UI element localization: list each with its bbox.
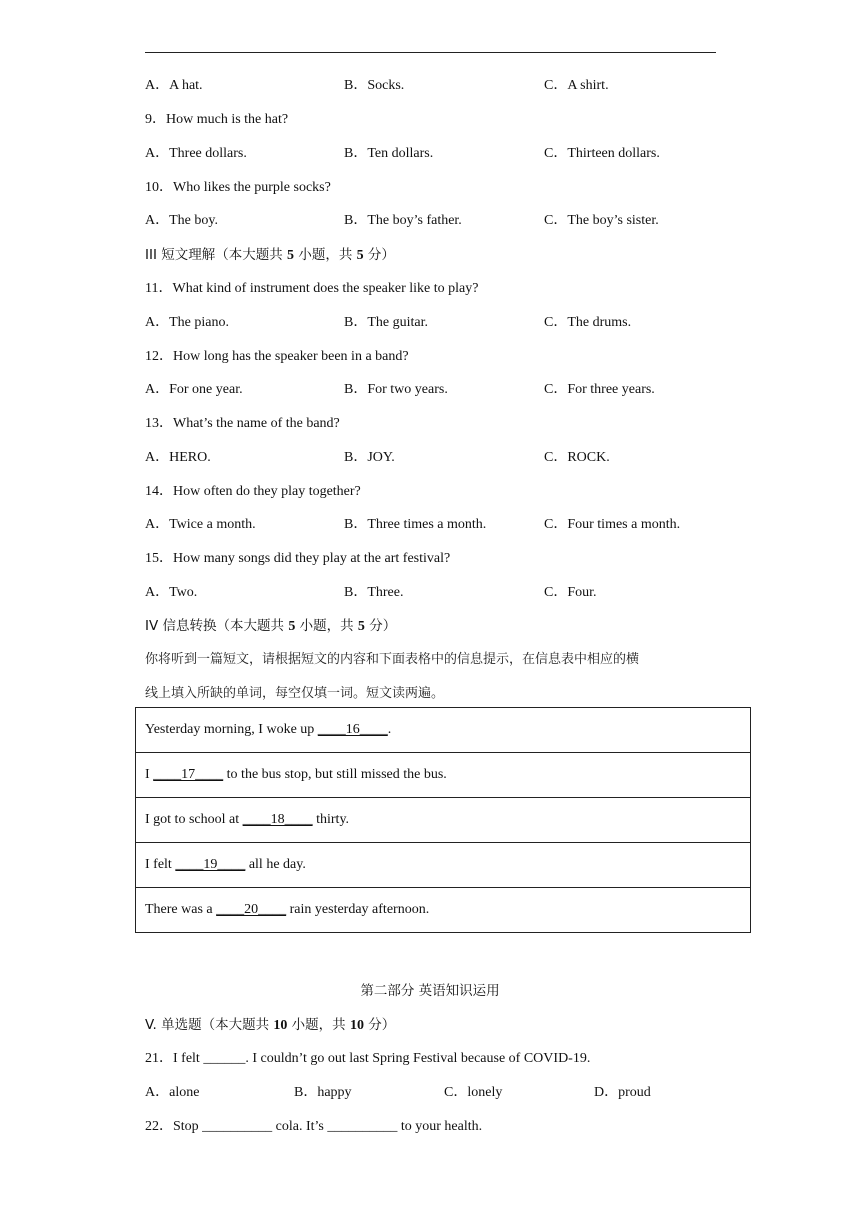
q8-option-c[interactable]: C．A shirt. (544, 78, 609, 93)
blank-17[interactable]: ____17____ (153, 767, 224, 782)
q8-option-a[interactable]: A．A hat. (145, 78, 203, 93)
q21-option-b[interactable]: B．happy (294, 1085, 352, 1100)
q9-option-a[interactable]: A．Three dollars. (145, 146, 247, 161)
q11-option-b[interactable]: B．The guitar. (344, 315, 428, 330)
q8-option-b[interactable]: B．Socks. (344, 78, 405, 93)
q22-stem: 22．Stop __________ cola. It’s __________ to your health. (145, 1119, 483, 1134)
section-4-instructions-line-1: 你将听到一篇短文，请根据短文的内容和下面表格中的信息提示，在信息表中相应的横 (145, 652, 640, 667)
q13-option-c[interactable]: C．ROCK. (544, 450, 610, 465)
table-row (136, 843, 751, 888)
blank-19[interactable]: ____19____ (175, 857, 246, 872)
part-2-title: 第二部分 英语知识运用 (360, 983, 500, 999)
q14-option-b[interactable]: B．Three times a month. (344, 517, 487, 532)
q14-option-a[interactable]: A．Twice a month. (145, 517, 256, 532)
q10-option-c[interactable]: C．The boy’s sister. (544, 213, 659, 228)
q9-stem: 9．How much is the hat? (145, 112, 289, 127)
q10-stem: 10．Who likes the purple socks? (145, 180, 331, 195)
q11-option-c[interactable]: C．The drums. (544, 315, 632, 330)
blank-20[interactable]: ____20____ (216, 902, 287, 917)
q21-stem: 21．I felt ______. I couldn’t go out last Spring Festival because of COVID-19. (145, 1051, 591, 1066)
q9-option-c[interactable]: C．Thirteen dollars. (544, 146, 660, 161)
section-3-heading: III 短文理解（本大题共 5 小题，共 5 分） (145, 247, 395, 263)
blank-18[interactable]: ____18____ (242, 812, 313, 827)
q21-option-d[interactable]: D．proud (594, 1085, 651, 1100)
q12-stem: 12．How long has the speaker been in a band? (145, 349, 409, 364)
q15-option-a[interactable]: A．Two. (145, 585, 198, 600)
section-4-heading: IV 信息转换（本大题共 5 小题，共 5 分） (145, 618, 397, 634)
info-cell-16: Yesterday morning, I woke up ____16____. (136, 708, 751, 753)
q21-option-c[interactable]: C．lonely (444, 1085, 503, 1100)
info-table (135, 707, 751, 933)
q15-option-c[interactable]: C．Four. (544, 585, 597, 600)
section-4-instructions-line-2: 线上填入所缺的单词，每空仅填一词。短文读两遍。 (145, 686, 445, 701)
q15-option-b[interactable]: B．Three. (344, 585, 404, 600)
info-cell-18: I got to school at ____18____ thirty. (136, 798, 751, 843)
q21-option-a[interactable]: A．alone (145, 1085, 200, 1100)
q15-stem: 15．How many songs did they play at the art festival? (145, 551, 451, 566)
table-row (136, 708, 751, 753)
q13-stem: 13．What’s the name of the band? (145, 416, 340, 431)
q12-option-c[interactable]: C．For three years. (544, 382, 655, 397)
q10-option-a[interactable]: A．The boy. (145, 213, 218, 228)
q10-option-b[interactable]: B．The boy’s father. (344, 213, 462, 228)
info-cell-20: There was a ____20____ rain yesterday afternoon. (136, 888, 751, 933)
table-row (136, 888, 751, 933)
q11-stem: 11．What kind of instrument does the speaker like to play? (145, 281, 479, 296)
q13-option-a[interactable]: A．HERO. (145, 450, 211, 465)
table-row (136, 753, 751, 798)
q14-stem: 14．How often do they play together? (145, 484, 361, 499)
blank-16[interactable]: ____16____ (317, 722, 388, 737)
q12-option-b[interactable]: B．For two years. (344, 382, 448, 397)
q13-option-b[interactable]: B．JOY. (344, 450, 395, 465)
table-row (136, 798, 751, 843)
q12-option-a[interactable]: A．For one year. (145, 382, 243, 397)
section-5-heading: V. 单选题（本大题共 10 小题，共 10 分） (145, 1017, 396, 1033)
q11-option-a[interactable]: A．The piano. (145, 315, 229, 330)
header-rule (145, 52, 716, 53)
q14-option-c[interactable]: C．Four times a month. (544, 517, 681, 532)
q9-option-b[interactable]: B．Ten dollars. (344, 146, 434, 161)
info-cell-19: I felt ____19____ all he day. (136, 843, 751, 888)
info-cell-17: I ____17____ to the bus stop, but still missed the bus. (136, 753, 751, 798)
